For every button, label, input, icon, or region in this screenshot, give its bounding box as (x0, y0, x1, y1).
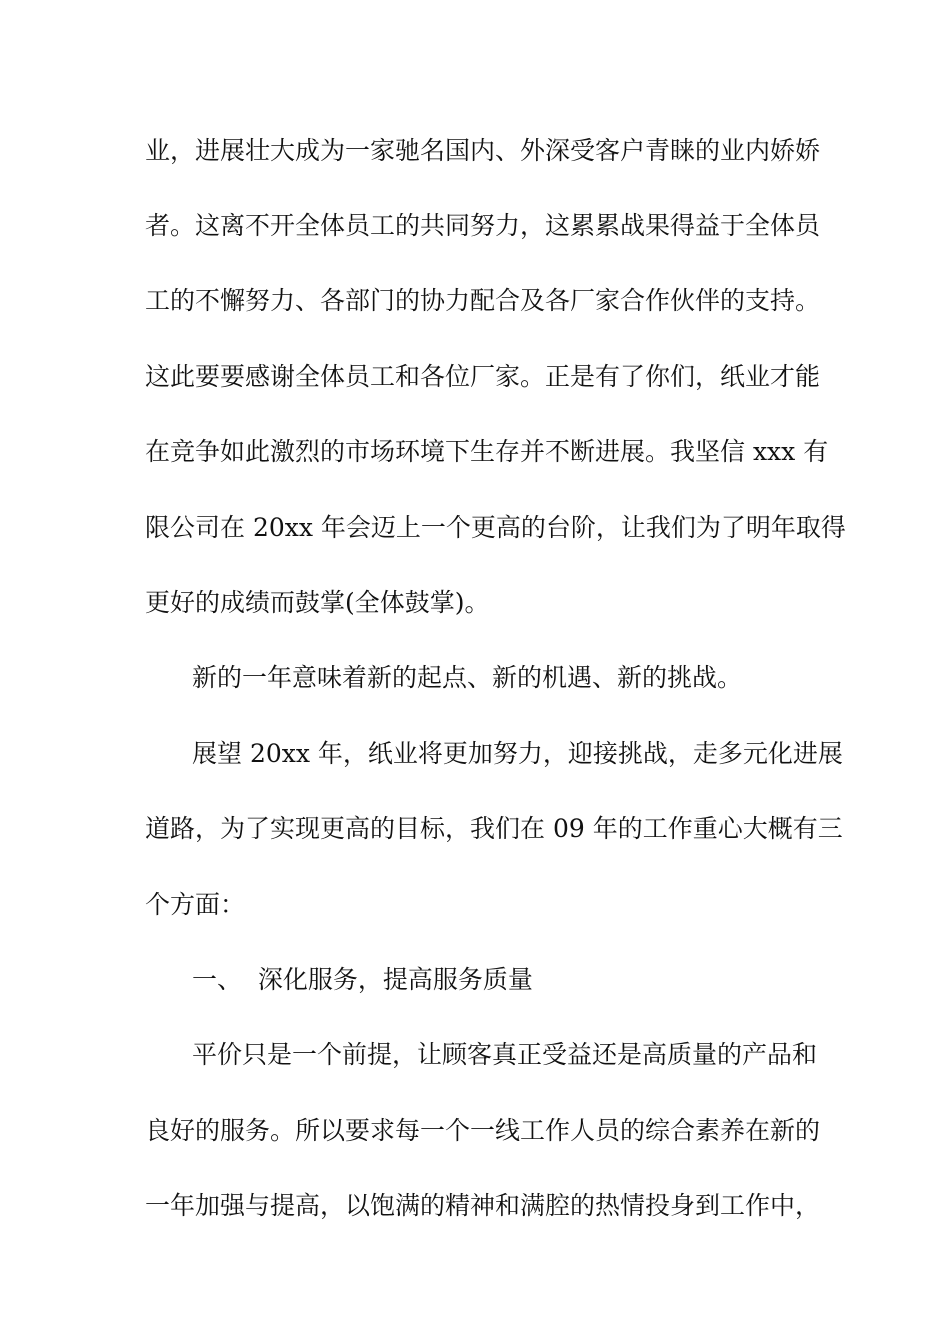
section-heading-1: 一、 深化服务，提高服务质量 (192, 965, 533, 994)
paragraph-new-year: 新的一年意味着新的起点、新的机遇、新的挑战。 (192, 663, 743, 692)
text-line-5: 在竞争如此激烈的市场环境下生存并不断进展。我坚信 xxx 有 (145, 437, 829, 466)
text-line-7: 更好的成绩而鼓掌(全体鼓掌)。 (145, 588, 490, 617)
text-line-4: 这此要要感谢全体员工和各位厂家。正是有了你们，纸业才能 (145, 362, 821, 391)
text-line-3: 工的不懈努力、各部门的协力配合及各厂家合作伙伴的支持。 (145, 286, 821, 315)
text-line-2: 者。这离不开全体员工的共同努力，这累累战果得益于全体员 (145, 211, 821, 240)
text-line-6: 限公司在 20xx 年会迈上一个更高的台阶，让我们为了明年取得 (145, 513, 846, 542)
paragraph-outlook-line-3: 个方面： (145, 890, 246, 919)
paragraph-service-line-2: 良好的服务。所以要求每一个一线工作人员的综合素养在新的 (145, 1116, 821, 1145)
text-line-1: 业，进展壮大成为一家驰名国内、外深受客户青睐的业内娇娇 (145, 136, 821, 165)
paragraph-service-line-1: 平价只是一个前提，让顾客真正受益还是高质量的产品和 (192, 1040, 818, 1069)
paragraph-outlook-line-1: 展望 20xx 年，纸业将更加努力，迎接挑战，走多元化进展 (192, 739, 843, 768)
paragraph-outlook-line-2: 道路，为了实现更高的目标，我们在 09 年的工作重心大概有三 (145, 814, 843, 843)
paragraph-service-line-3: 一年加强与提高，以饱满的精神和满腔的热情投身到工作中， (145, 1191, 821, 1220)
